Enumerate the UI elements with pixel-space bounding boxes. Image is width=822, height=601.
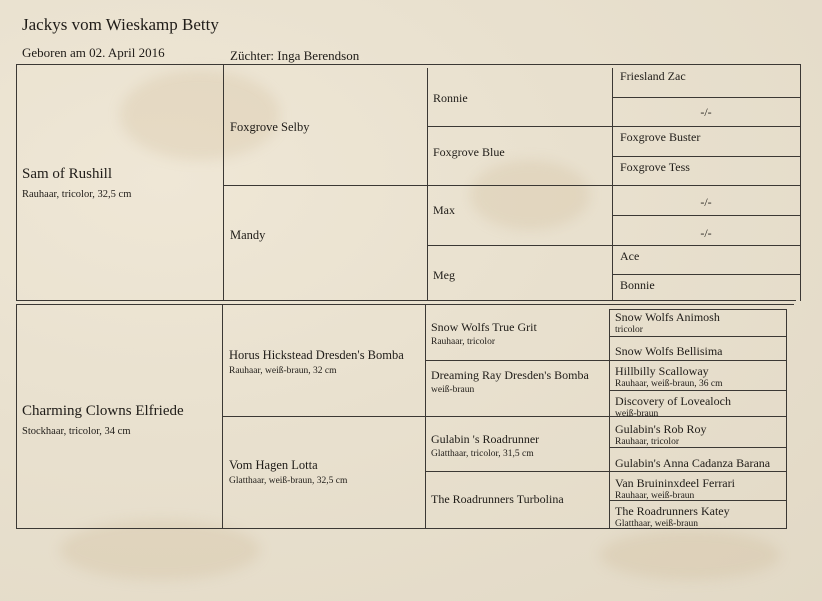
- gen3-cell: [433, 91, 608, 106]
- gen4-cell: [615, 344, 785, 359]
- ancestor-details: Rauhaar, weiß-braun, 32 cm: [229, 365, 337, 376]
- column-line: [223, 64, 224, 301]
- gen3-cell: [431, 320, 607, 349]
- row-line: [612, 156, 800, 157]
- paper-stain: [600, 530, 780, 580]
- row-line: [612, 215, 800, 216]
- frame-line: [16, 304, 17, 529]
- gen4-cell: [620, 278, 795, 293]
- ancestor-name: Horus Hickstead Dresden's Bomba: [229, 348, 404, 362]
- row-line: [425, 471, 787, 472]
- gen4-cell: [615, 456, 785, 471]
- gen4-cell: [612, 195, 800, 210]
- ancestor-name: Van Bruininxdeel Ferrari: [615, 476, 735, 490]
- gen3-cell: [433, 268, 608, 283]
- ancestor-name: The Roadrunners Katey: [615, 504, 730, 518]
- ancestor-name: Snow Wolfs Animosh: [615, 310, 720, 324]
- gen4-cell: [620, 130, 795, 145]
- frame-line: [16, 304, 794, 305]
- birth-date: Geboren am 02. April 2016: [22, 45, 165, 60]
- sire-details: Rauhaar, tricolor, 32,5 cm: [22, 188, 132, 200]
- ancestor-name: Foxgrove Tess: [620, 160, 690, 174]
- frame-line: [786, 309, 787, 529]
- ancestor-details: Rauhaar, tricolor: [431, 337, 495, 347]
- page-title: Jackys vom Wieskamp Betty: [22, 15, 219, 34]
- ancestor-details: Glatthaar, weiß-braun: [615, 519, 698, 529]
- ancestor-name: Max: [433, 203, 455, 217]
- dam-cell: [22, 402, 220, 438]
- ancestor-name: Hillbilly Scalloway: [615, 364, 709, 378]
- ancestor-name: Gulabin 's Roadrunner: [431, 432, 540, 446]
- gen3-cell: [431, 492, 607, 507]
- gen3-cell: [431, 368, 591, 397]
- frame-line: [16, 64, 801, 65]
- gen4-cell: [612, 226, 800, 241]
- gen4-cell: [615, 422, 785, 449]
- maternal-grandsire-cell: [229, 348, 423, 378]
- frame-line: [800, 64, 801, 301]
- ancestor-name: Meg: [433, 268, 455, 282]
- ancestor-details: Glatthaar, tricolor, 31,5 cm: [431, 449, 534, 459]
- frame-line: [16, 300, 796, 301]
- ancestor-name: Ace: [620, 249, 640, 263]
- ancestor-name: -/-: [700, 226, 712, 240]
- row-line: [612, 274, 800, 275]
- row-line: [427, 245, 800, 246]
- ancestor-details: Glatthaar, weiß-braun, 32,5 cm: [229, 475, 348, 486]
- gen4-cell: [615, 310, 785, 337]
- ancestor-name: Ronnie: [433, 91, 468, 105]
- paternal-granddam-cell: [230, 228, 420, 244]
- ancestor-details: weiß-braun: [431, 385, 475, 395]
- ancestor-name: Foxgrove Buster: [620, 130, 701, 144]
- ancestor-name: Mandy: [230, 228, 266, 242]
- gen4-cell: [620, 160, 795, 175]
- row-line: [425, 360, 787, 361]
- gen3-cell: [433, 145, 608, 160]
- row-line: [427, 126, 800, 127]
- sire-cell: [22, 165, 217, 201]
- row-line: [612, 97, 800, 98]
- ancestor-name: Dreaming Ray Dresden's Bomba: [431, 368, 589, 382]
- dam-details: Stockhaar, tricolor, 34 cm: [22, 425, 131, 437]
- gen4-cell: [620, 69, 795, 84]
- gen4-cell: [612, 105, 800, 120]
- gen4-cell: [615, 504, 785, 531]
- breeder: Züchter: Inga Berendson: [230, 48, 360, 63]
- ancestor-name: Snow Wolfs Bellisima: [615, 344, 723, 358]
- ancestor-name: Bonnie: [620, 278, 655, 292]
- ancestor-name: Foxgrove Selby: [230, 120, 310, 134]
- ancestor-name: Vom Hagen Lotta: [229, 458, 318, 472]
- ancestor-name: Gulabin's Rob Roy: [615, 422, 707, 436]
- ancestor-details: weiß-braun: [615, 409, 659, 419]
- paternal-grandsire-cell: [230, 120, 420, 136]
- gen4-cell: [615, 476, 785, 503]
- row-line: [223, 185, 800, 186]
- ancestor-name: Snow Wolfs True Grit: [431, 320, 537, 334]
- paper-stain: [470, 160, 590, 230]
- column-line: [609, 309, 610, 529]
- gen3-cell: [431, 432, 607, 461]
- ancestor-details: Rauhaar, weiß-braun, 36 cm: [615, 379, 723, 389]
- maternal-granddam-cell: [229, 458, 423, 488]
- ancestor-name: The Roadrunners Turbolina: [431, 492, 564, 506]
- paper-stain: [60, 520, 260, 580]
- frame-line: [16, 64, 17, 301]
- gen4-cell: [615, 394, 785, 421]
- ancestor-name: Discovery of Lovealoch: [615, 394, 731, 408]
- ancestor-name: Gulabin's Anna Cadanza Barana: [615, 456, 771, 470]
- ancestor-details: Rauhaar, tricolor: [615, 437, 679, 447]
- dam-name: Charming Clowns Elfriede: [22, 403, 184, 419]
- ancestor-details: tricolor: [615, 325, 643, 335]
- ancestor-name: Friesland Zac: [620, 69, 686, 83]
- ancestor-details: Rauhaar, weiß-braun: [615, 491, 695, 501]
- paper-stain: [120, 70, 280, 160]
- ancestor-name: -/-: [700, 195, 712, 209]
- gen3-cell: [433, 203, 608, 218]
- ancestor-name: Foxgrove Blue: [433, 145, 505, 159]
- gen4-cell: [620, 249, 795, 264]
- gen4-cell: [615, 364, 785, 391]
- ancestor-name: -/-: [700, 105, 712, 119]
- sire-name: Sam of Rushill: [22, 166, 113, 182]
